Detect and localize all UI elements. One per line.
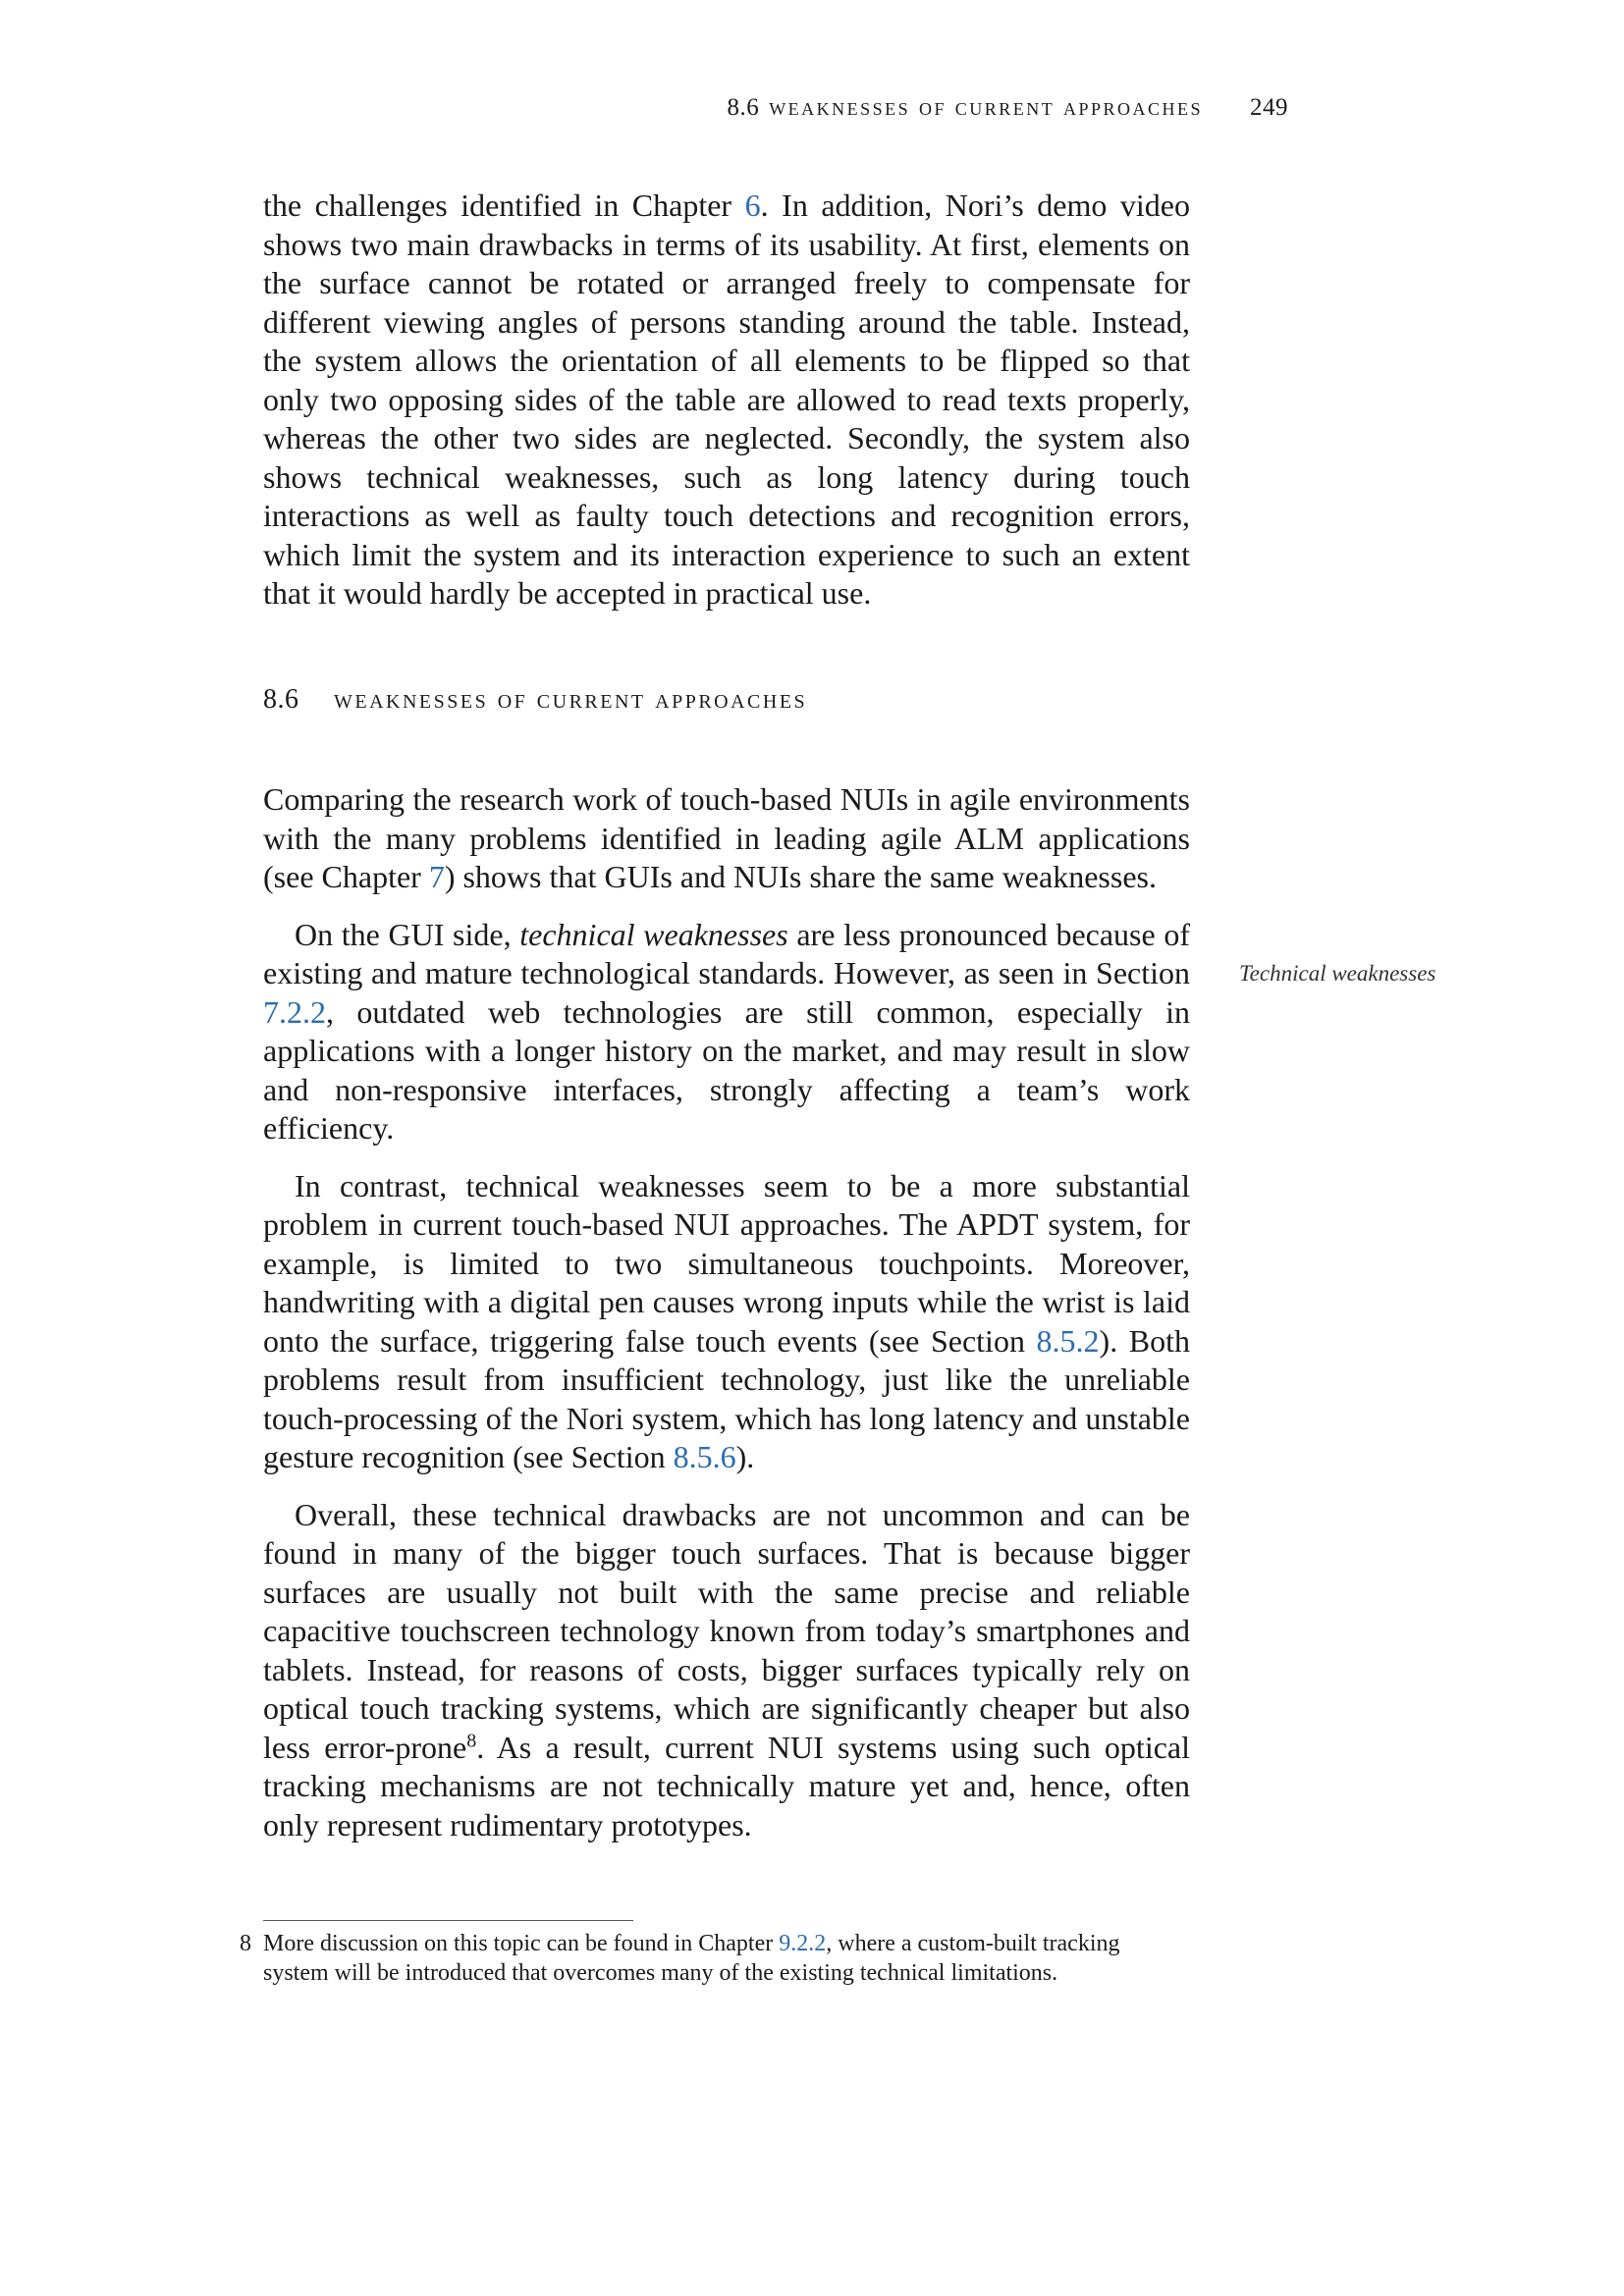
p2-emphasis: technical weaknesses: [519, 916, 788, 952]
page-number: 249: [1250, 94, 1288, 121]
p4-text-1: Overall, these technical drawbacks are not uncommon and can be found in many of the bigger touch surfaces. That is because bigger surfaces are usually not built with the same precise and reliable capacitive touchscreen technology known from today’s smartphones and tablets. Instead, for reasons of costs, bigger surfaces typically rely on optical touch tracking systems, which are significantly cheaper but also less error-prone: [263, 1496, 1190, 1765]
intro-paragraph: [263, 187, 1190, 614]
chapter-6-link[interactable]: 6: [744, 187, 761, 223]
p4-text-2: . As a result, current NUI systems using such optical tracking mechanisms are not technically mature yet and, hence, often only represent rudimentary prototypes.: [263, 1729, 1191, 1842]
p1-text-1: Comparing the research work of touch-based NUIs in agile environments with the many problems identified in leading agile ALM applications (see Chapter: [263, 781, 1190, 894]
p2-text-3: , outdated web technologies are still common, especially in applications with a longer history on the market, and may result in slow and non-responsive interfaces, strongly affecting a team’s work efficiency.: [263, 993, 1190, 1146]
section-number: 8.6: [263, 684, 299, 715]
section-8-5-6-link[interactable]: 8.5.6: [673, 1439, 736, 1474]
p3-text-2: ). Both problems result from insufficient technology, just like the unreliable touch-processing of the Nori system, which has long latency and unstable gesture recognition (see Section: [263, 1322, 1191, 1474]
section-8-5-2-link[interactable]: 8.5.2: [1036, 1322, 1100, 1359]
p3-text-1: In contrast, technical weaknesses seem to be a more substantial problem in current touch-based NUI approaches. The APDT system, for example, is limited to two simultaneous touchpoints. Moreover, handwriting with a digital pen causes wrong inputs while the wrist is laid onto the surface, triggering false touch events (see Section: [263, 1167, 1190, 1359]
paragraph-1: [263, 780, 1190, 897]
footnote-mark: 8: [240, 1931, 251, 1956]
section-heading: [263, 684, 1190, 716]
fn-text-2: , where a custom-built tracking system will be introduced that overcomes many of the existing technical limitations.: [263, 1931, 1120, 1986]
running-head-section-number: 8.6: [727, 94, 760, 121]
p2-text-1: On the GUI side,: [295, 916, 520, 952]
running-head-title: weaknesses of current approaches: [769, 94, 1203, 121]
paragraph-4: [263, 1496, 1190, 1845]
intro-text-2: . In addition, Nori’s demo video shows two main drawbacks in terms of its usability. At first, elements on the surface cannot be rotated or arranged freely to compensate for different viewing angles of persons standing around the table. Instead, the system allows the orientation of all elements to be flipped so that only two opposing sides of the table are allowed to read texts properly, whereas the other two sides are neglected. Secondly, the system also shows technical weaknesses, such as long latency during touch interactions as well as faulty touch detections and recognition errors, which limit the system and its interaction experience to such an extent that it would hardly be accepted in practical use.: [263, 187, 1191, 611]
intro-paragraph-block: [263, 187, 1190, 614]
footnote: [240, 1929, 1190, 1988]
p1-text-2: ) shows that GUIs and NUIs share the same weaknesses.: [444, 859, 1157, 894]
paragraph-3: [263, 1167, 1190, 1477]
margin-note: Technical weaknesses: [1239, 961, 1436, 986]
section-title: weaknesses of current approaches: [334, 684, 808, 715]
fn-text-1: More discussion on this topic can be found in Chapter: [263, 1931, 780, 1956]
footnote-text: [263, 1929, 1190, 1988]
chapter-7-link[interactable]: 7: [428, 859, 445, 894]
footnote-rule: [263, 1920, 633, 1921]
section-7-2-2-link[interactable]: 7.2.2: [263, 993, 326, 1030]
section-body: [263, 780, 1190, 1844]
paragraph-2: [263, 916, 1190, 1148]
p3-text-3: ).: [735, 1439, 755, 1474]
footnote-reference-8[interactable]: 8: [466, 1729, 477, 1751]
intro-text-1: the challenges identified in Chapter: [263, 187, 745, 223]
running-head: [263, 94, 1288, 122]
chapter-9-2-2-link[interactable]: 9.2.2: [779, 1931, 827, 1956]
p2-text-2: are less pronounced because of existing and mature technological standards. However, as seen in Section: [263, 916, 1191, 990]
